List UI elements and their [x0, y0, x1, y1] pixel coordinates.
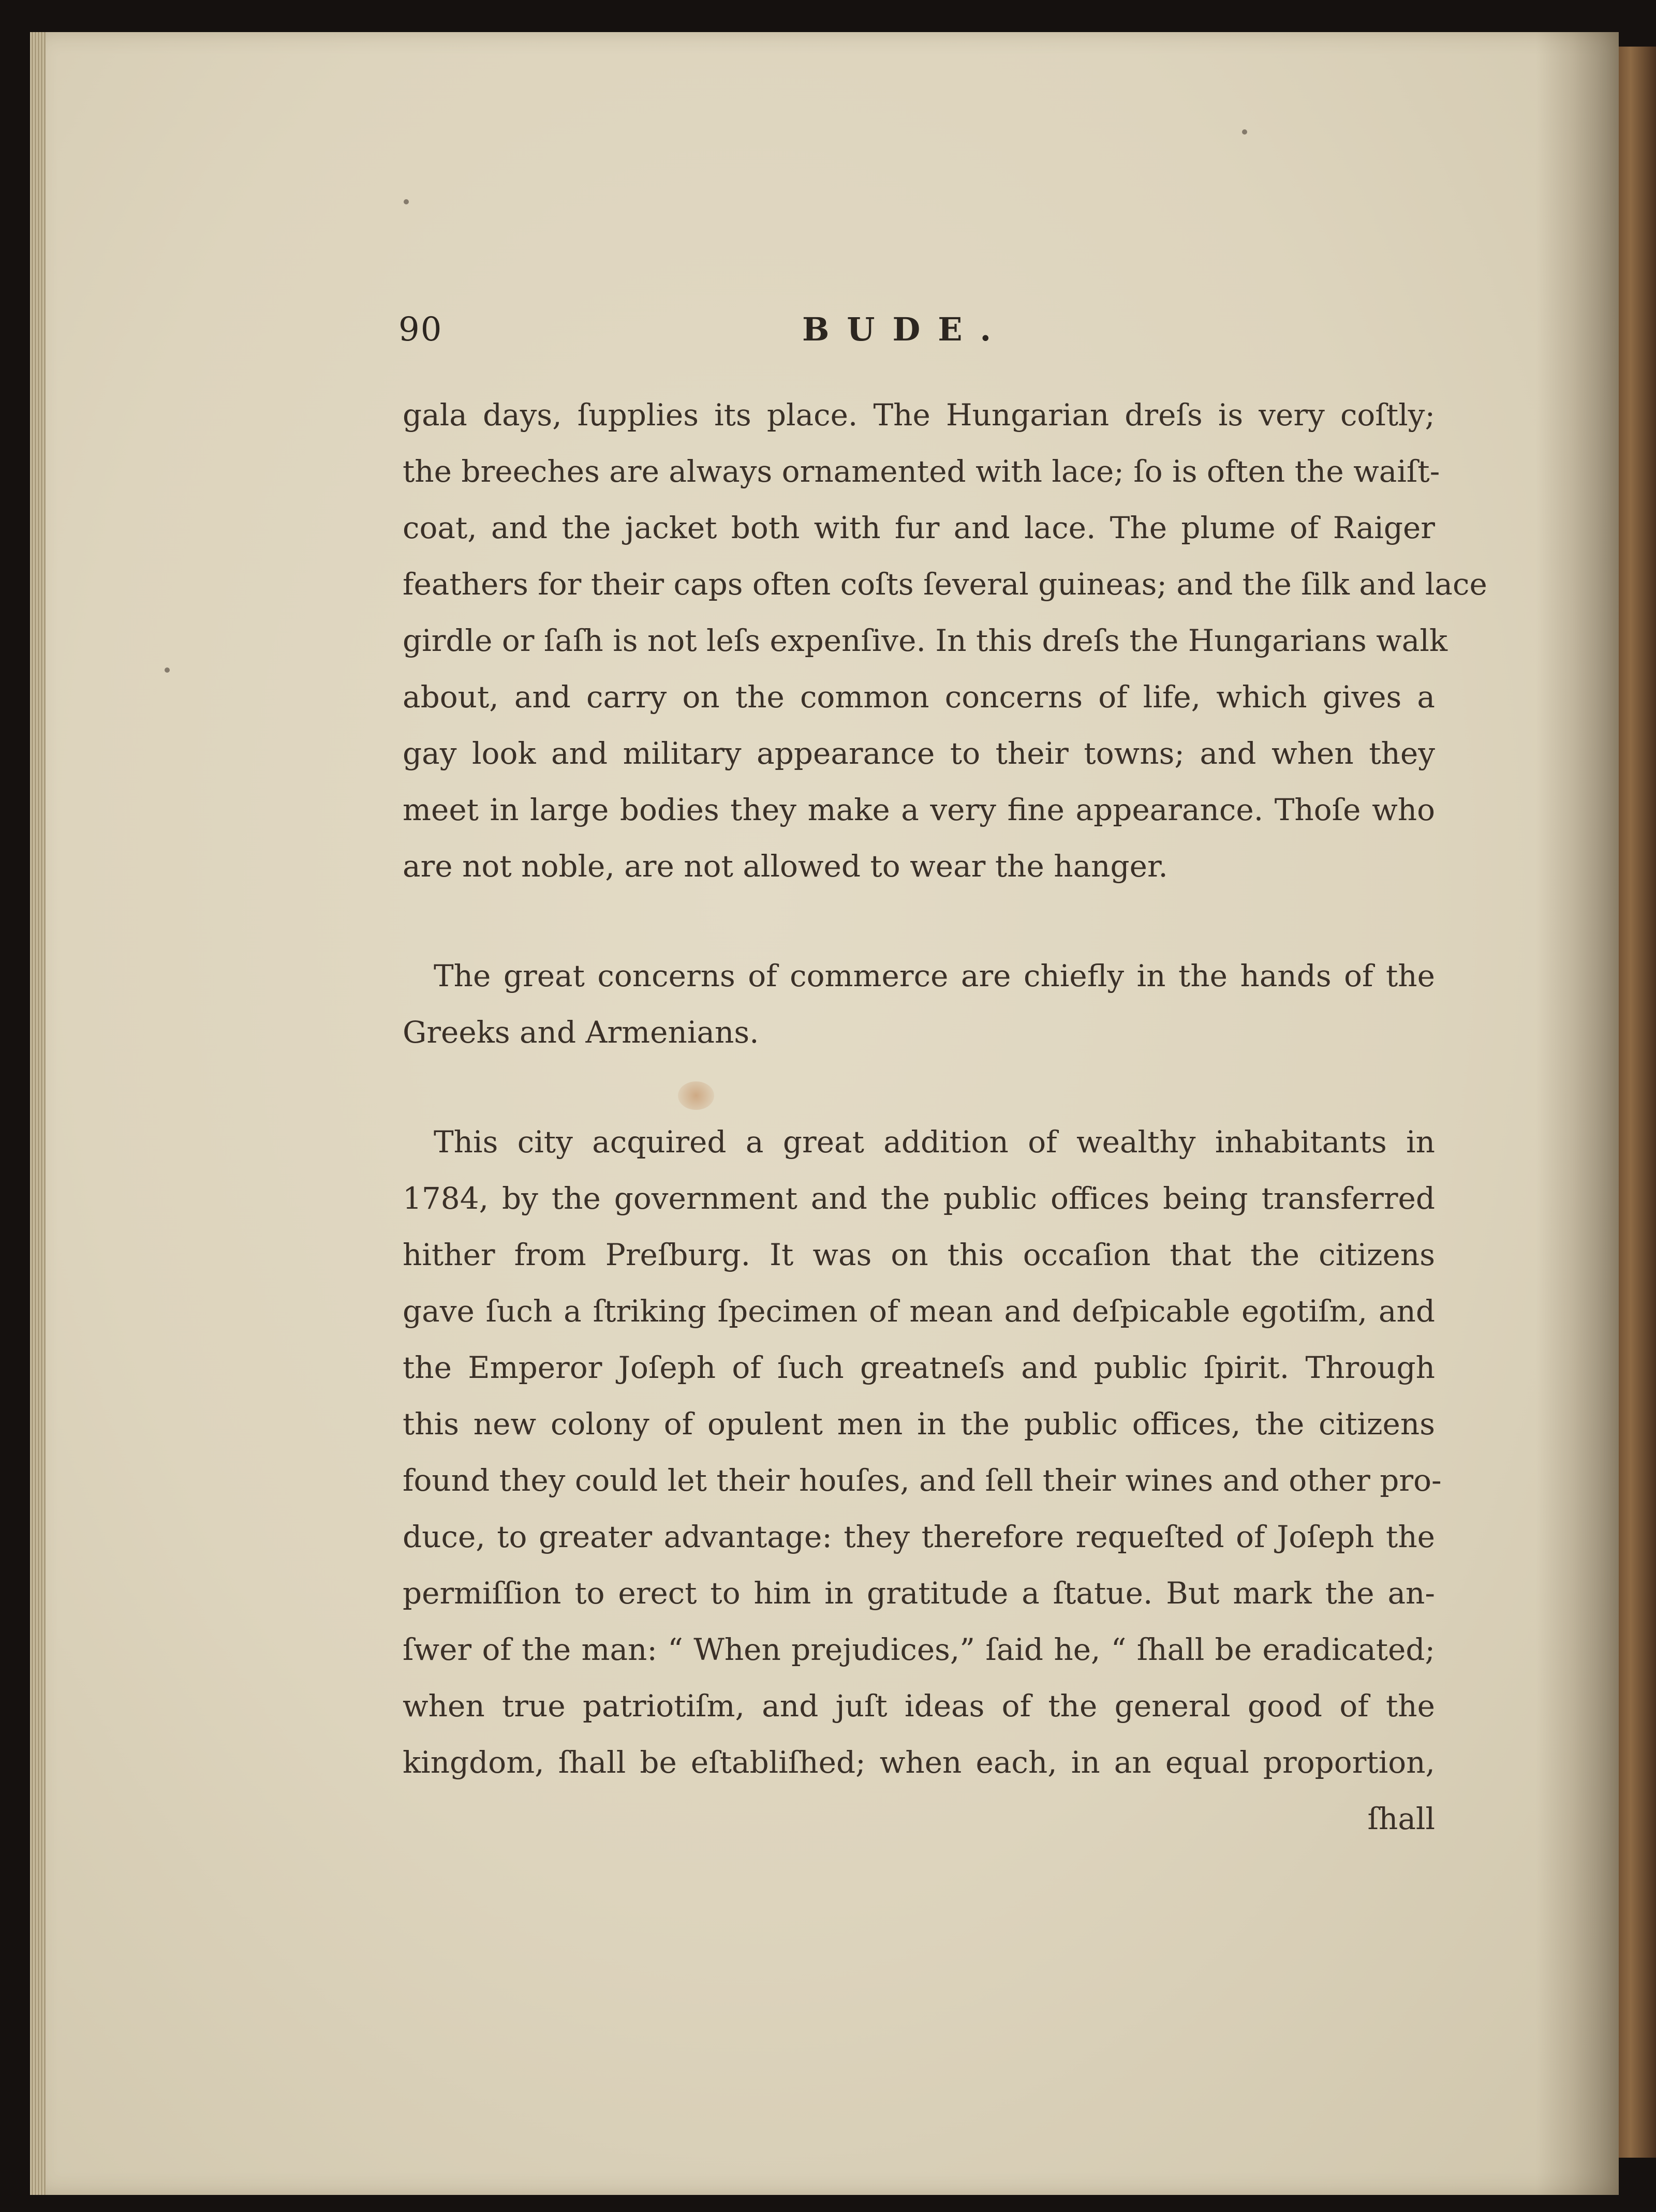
speck — [404, 199, 409, 204]
text-line: Greeks and Armenians. — [403, 1015, 759, 1050]
text-line: gala days, ſupplies its place. The Hungarian dreſs is very coſtly; — [403, 397, 1435, 433]
text-line: this new colony of opulent men in the public offices, the citizens — [403, 1406, 1435, 1442]
text-line: duce, to greater advantage: they therefore requeſted of Joſeph the — [403, 1519, 1435, 1554]
text-line: permiſſion to erect to him in gratitude a ſtatue. But mark the an- — [403, 1576, 1435, 1611]
text-line: This city acquired a great addition of wealthy inhabitants in — [434, 1124, 1435, 1160]
text-line: are not noble, are not allowed to wear the hanger. — [403, 849, 1168, 884]
text-line: about, and carry on the common concerns of life, which gives a — [403, 679, 1435, 715]
text-line: gay look and military appearance to their towns; and when they — [403, 736, 1435, 771]
speck — [1242, 129, 1247, 135]
text-line: gave ſuch a ſtriking ſpecimen of mean and deſpicable egotiſm, and — [403, 1294, 1435, 1329]
text-line: found they could let their houſes, and ſell their wines and other pro- — [403, 1463, 1442, 1498]
page-fore-edge — [30, 32, 46, 2195]
paragraph-gap — [403, 895, 1435, 948]
text-line: girdle or ſaſh is not leſs expenſive. In this dreſs the Hungarians walk — [403, 623, 1448, 658]
text-line: The great concerns of commerce are chiefly in the hands of the — [434, 958, 1435, 993]
text-line: the Emperor Joſeph of ſuch greatneſs and public ſpirit. Through — [403, 1350, 1435, 1385]
text-line: feathers for their caps often coſts ſeveral guineas; and the ſilk and lace — [403, 567, 1487, 602]
text-line: meet in large bodies they make a very fine appearance. Thoſe who — [403, 792, 1435, 827]
text-line: the breeches are always ornamented with lace; ſo is often the waiſt- — [403, 454, 1440, 489]
paragraph-gap — [403, 1061, 1435, 1114]
speck — [165, 667, 170, 673]
text-line: hither from Preſburg. It was on this occaſion that the citizens — [403, 1237, 1435, 1272]
running-head: BUDE. — [802, 310, 1009, 348]
text-line: when true patriotiſm, and juſt ideas of the general good of the — [403, 1688, 1435, 1724]
text-line: ſwer of the man: “ When prejudices,” ſaid he, “ ſhall be eradicated; — [403, 1632, 1435, 1667]
page-number: 90 — [398, 310, 443, 349]
text-line: 1784, by the government and the public offices being transferred — [403, 1181, 1435, 1216]
body-text — [403, 387, 1487, 1847]
text-line: coat, and the jacket both with fur and lace. The plume of Raiger — [403, 510, 1435, 545]
page-gutter-shadow — [1536, 32, 1619, 2195]
catchword: ſhall — [1367, 1801, 1435, 1836]
page-header — [398, 310, 1433, 367]
adjacent-page-edge — [1614, 47, 1656, 2158]
text-line: kingdom, ſhall be eſtabliſhed; when each, in an equal proportion, — [403, 1745, 1435, 1780]
